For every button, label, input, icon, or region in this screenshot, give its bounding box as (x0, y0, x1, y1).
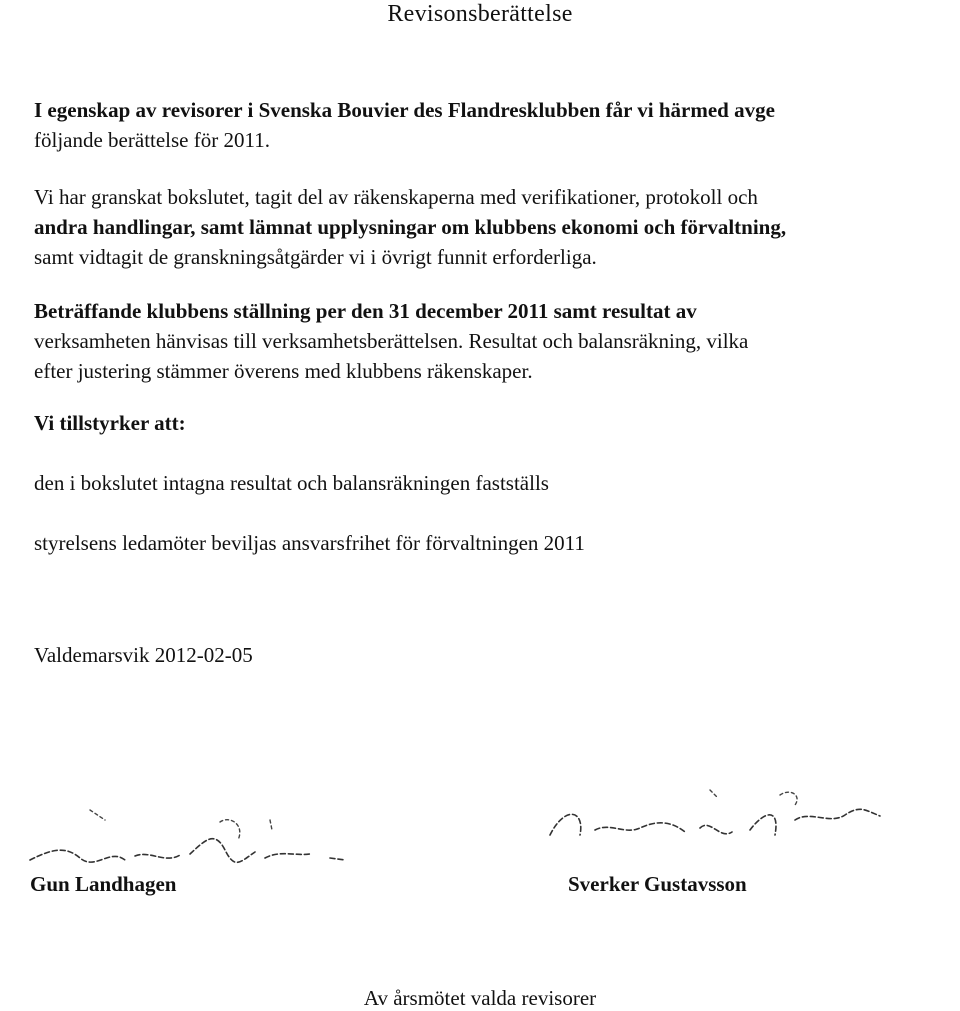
review-line-2: andra handlingar, samt lämnat upplysningar om klubbens ekonomi och förvaltning, (34, 215, 787, 239)
document-title: Revisonsberättelse (387, 1, 573, 27)
review-paragraph (34, 182, 954, 272)
recommend-item-2: styrelsens ledamöter beviljas ansvarsfrihet för förvaltningen 2011 (34, 531, 585, 555)
signature-gun-landhagen (10, 800, 370, 880)
position-paragraph (34, 296, 954, 386)
intro-paragraph (34, 95, 954, 155)
signer-name-2: Sverker Gustavsson (568, 872, 747, 896)
position-line-2: verksamheten hänvisas till verksamhetsberättelsen. Resultat och balansräkning, vilka (34, 329, 749, 353)
signature-sverker-gustavsson (540, 780, 900, 860)
footer-caption: Av årsmötet valda revisorer (363, 986, 597, 1010)
intro-line-1: I egenskap av revisorer i Svenska Bouvier des Flandresklubben får vi härmed avge (34, 98, 775, 122)
recommend-item-1: den i bokslutet intagna resultat och balansräkningen fastställs (34, 471, 549, 495)
recommend-statement: Vi tillstyrker att: (34, 411, 186, 435)
position-line-3: efter justering stämmer överens med klubbens räkenskaper. (34, 359, 533, 383)
position-line-1: Beträffande klubbens ställning per den 31 december 2011 samt resultat av (34, 299, 697, 323)
review-line-1: Vi har granskat bokslutet, tagit del av räkenskaperna med verifikationer, protokoll och (34, 185, 758, 209)
signer-name-1: Gun Landhagen (30, 872, 177, 896)
place-date: Valdemarsvik 2012-02-05 (34, 643, 253, 667)
review-line-3: samt vidtagit de granskningsåtgärder vi i övrigt funnit erforderliga. (34, 245, 597, 269)
intro-line-2: följande berättelse för 2011. (34, 128, 270, 152)
signature-area (0, 780, 960, 900)
